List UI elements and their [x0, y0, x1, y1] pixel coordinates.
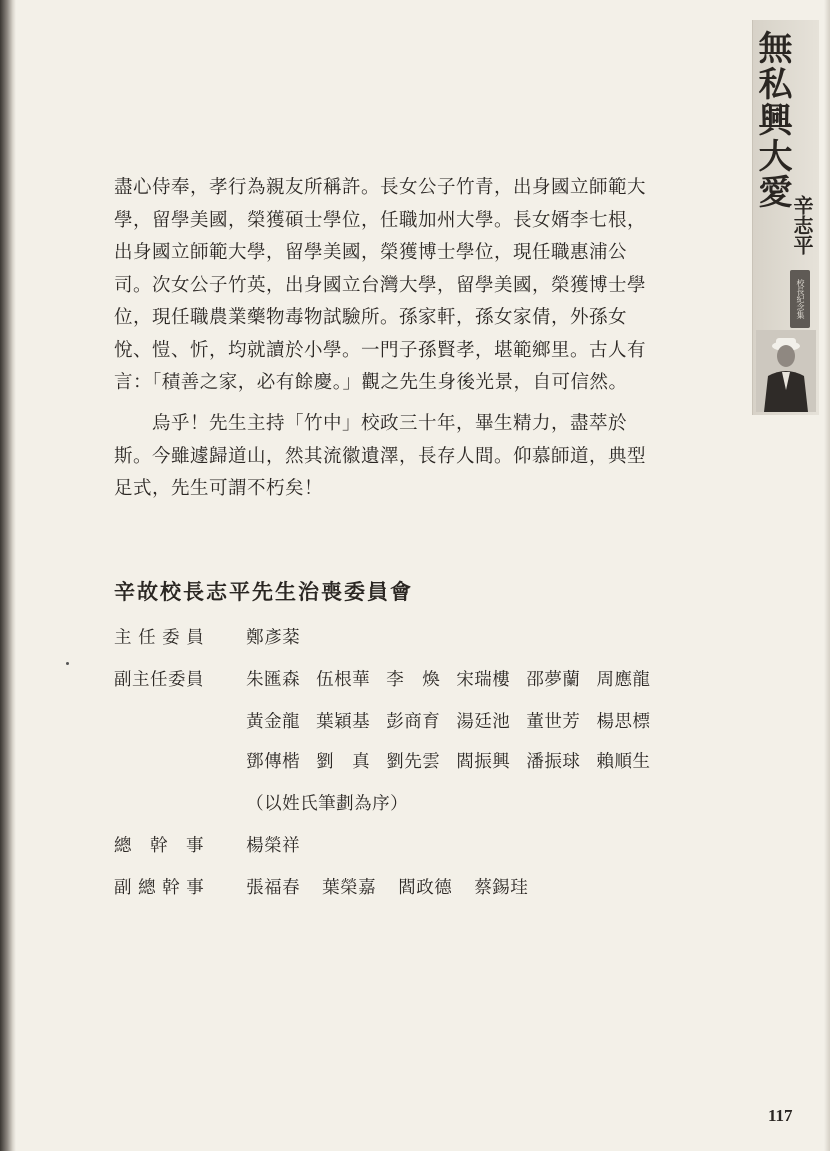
committee-note-row — [114, 790, 418, 815]
committee-row-vice-2 — [114, 708, 660, 733]
role-label: 總 幹 事 — [114, 836, 204, 856]
committee-row-vice-3 — [114, 748, 660, 773]
member-name: 潘振球 — [526, 752, 581, 772]
member-name: 朱匯森 — [246, 670, 301, 690]
member-name: 邵夢蘭 — [526, 670, 581, 690]
member-name: 閻政德 — [398, 878, 453, 898]
member-name: 張福春 — [246, 878, 301, 898]
member-name: 劉 真 — [316, 752, 371, 772]
page-edge — [824, 0, 830, 1151]
committee-row-chair — [114, 624, 310, 649]
member-name: 閻振興 — [456, 752, 511, 772]
text-line: 斯。今雖遽歸道山，然其流徽遺澤，長存人間。仰慕師道，典型 — [114, 445, 647, 467]
member-name: 董世芳 — [526, 712, 581, 732]
member-name: 鄧傳楷 — [246, 752, 301, 772]
role-label: 主 任 委 員 — [114, 628, 205, 648]
page-number: 117 — [768, 1106, 793, 1125]
portrait-photo — [756, 330, 816, 412]
member-name: 宋瑞樓 — [456, 670, 511, 690]
text-line: 足式，先生可謂不朽矣！ — [114, 478, 324, 499]
member-name: 楊思標 — [596, 712, 651, 732]
text-line: 言：「積善之家，必有餘慶。」觀之先生身後光景，自可信然。 — [114, 372, 628, 393]
body-paragraph-1 — [114, 172, 674, 400]
committee-title: 辛故校長志平先生治喪委員會 — [114, 580, 413, 604]
member-name: 湯廷池 — [456, 712, 511, 732]
member-name: 周應龍 — [596, 670, 651, 690]
role-label: 副 總 幹 事 — [114, 878, 205, 898]
role-label: 副主任委員 — [114, 670, 204, 690]
member-name: 蔡錫珪 — [474, 878, 529, 898]
committee-row-deputy — [114, 874, 538, 899]
banner-title: 無私興大愛 — [752, 30, 792, 210]
book-spine-shadow — [0, 0, 16, 1151]
body-paragraph-2 — [114, 408, 674, 506]
member-name: 葉榮嘉 — [322, 878, 377, 898]
scan-speck — [66, 662, 69, 665]
text-line: 出身國立師範大學，留學美國，榮獲博士學位，現任職惠浦公 — [114, 242, 628, 263]
text-line: 盡心侍奉，孝行為親友所稱許。長女公子竹青，出身國立師範大 — [114, 177, 647, 198]
text-line: 烏乎！先生主持「竹中」校政三十年，畢生精力，盡萃於 — [114, 413, 628, 434]
member-name: 黃金龍 — [246, 712, 301, 732]
committee-row-vice-1 — [114, 666, 660, 691]
member-name: 賴順生 — [596, 752, 651, 772]
member-name: 彭商育 — [386, 712, 441, 732]
banner-name: 辛志平 — [790, 195, 814, 255]
text-line: 悅、愷、忻，均就讀於小學。一門子孫賢孝，堪範鄉里。古人有 — [114, 339, 647, 361]
ordering-note: （以姓氏筆劃為序） — [246, 794, 409, 814]
committee-row-secretary — [114, 832, 310, 857]
member-name: 劉先雲 — [386, 752, 441, 772]
member-name: 鄭彥棻 — [246, 628, 301, 648]
member-name: 葉穎基 — [316, 712, 371, 732]
member-name: 伍根華 — [316, 670, 371, 690]
text-line: 位，現任職農業藥物毒物試驗所。孫家軒，孫女家倩，外孫女 — [114, 307, 628, 328]
banner-seal: 校長紀念集 — [790, 270, 810, 328]
text-line: 學，留學美國，榮獲碩士學位，任職加州大學。長女婿李七根， — [114, 209, 647, 231]
member-name: 楊榮祥 — [246, 836, 301, 856]
member-name: 李 煥 — [386, 670, 441, 690]
text-line: 司。次女公子竹英，出身國立台灣大學，留學美國，榮獲博士學 — [114, 274, 647, 296]
